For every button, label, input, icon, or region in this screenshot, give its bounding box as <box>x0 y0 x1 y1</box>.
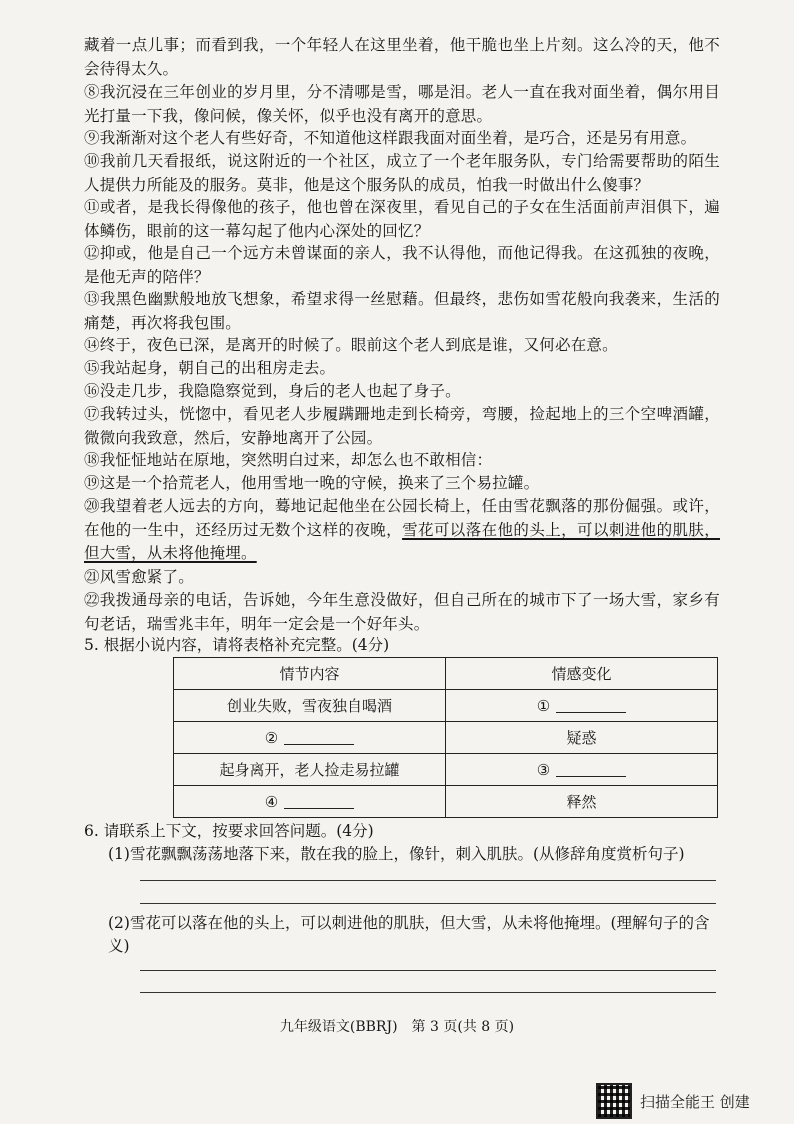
paragraph-19: ⑲这是一个拾荒老人，他用雪地一晚的守候，换来了三个易拉罐。 <box>84 474 540 492</box>
answer-blank[interactable] <box>556 762 626 777</box>
table-header: 情感变化 <box>446 658 718 690</box>
paragraph-10: ⑩我前几天看报纸，说这附近的一个社区，成立了一个老年服务队，专门给需要帮助的陌生人提供力所能及的服务。莫非，他是这个服务队的成员，怕我一时做出什么傻事？ <box>84 152 720 194</box>
table-cell: 释然 <box>446 786 718 818</box>
answer-line[interactable] <box>140 903 716 904</box>
table-header: 情节内容 <box>174 658 446 690</box>
table-row <box>174 722 718 754</box>
paragraph-7-continued: 藏着一点儿事；而看到我，一个年轻人在这里坐着，他干脆也坐上片刻。这么冷的天，他不会待得太久。 <box>84 36 720 78</box>
table-cell: 疑惑 <box>446 722 718 754</box>
paragraph-11: ⑪或者，是我长得像他的孩子，他也曾在深夜里，看见自己的子女在生活面前声泪俱下，遍体鳞伤，眼前的这一幕勾起了他内心深处的回忆？ <box>84 198 720 240</box>
answer-cell-1[interactable] <box>446 690 718 722</box>
page-footer: 九年级语文(BBRJ) 第 3 页(共 8 页) <box>279 1019 515 1035</box>
answer-line[interactable] <box>140 880 716 881</box>
paragraph-18: ⑱我怔怔地站在原地，突然明白过来，却怎么也不敢相信： <box>84 451 493 469</box>
underlined-sentence: 雪花可以落在他的头上，可以刺进他的肌肤，但大雪，从未将他掩埋。 <box>84 520 720 562</box>
question-6-sub1: (1)雪花飘飘荡荡地落下来，散在我的脸上，像针，刺入肌肤。(从修辞角度赏析句子) <box>108 845 685 863</box>
table-cell: 起身离开，老人捡走易拉罐 <box>174 754 446 786</box>
scanner-watermark <box>596 1083 750 1119</box>
qr-code-icon <box>596 1083 632 1119</box>
table-row <box>174 690 718 722</box>
paragraph-15: ⑮我站起身，朝自己的出租房走去。 <box>84 359 336 377</box>
answer-line[interactable] <box>140 970 716 971</box>
paragraph-22: ㉒我拨通母亲的电话，告诉她，今年生意没做好，但自己所在的城市下了一场大雪，家乡有句老话，瑞雪兆丰年，明年一定会是一个好年头。 <box>84 591 720 633</box>
paragraph-14: ⑭终于，夜色已深，是离开的时候了。眼前这个老人到底是谁，又何必在意。 <box>84 336 618 354</box>
table-row <box>174 754 718 786</box>
paragraph-8: ⑧我沉浸在三年创业的岁月里，分不清哪是雪，哪是泪。老人一直在我对面坐着，偶尔用目光打量一下我，像问候，像关怀，似乎也没有离开的意思。 <box>84 83 720 125</box>
question-6-sub2: (2)雪花可以落在他的头上，可以刺进他的肌肤，但大雪，从未将他掩埋。(理解句子的含义) <box>108 914 710 955</box>
answer-marker: ③ <box>536 760 551 779</box>
paragraph-17: ⑰我转过头，恍惚中，看见老人步履蹒跚地走到长椅旁，弯腰，捡起地上的三个空啤酒罐，微微向我致意，然后，安静地离开了公园。 <box>84 405 720 447</box>
paragraph-20-text: ⑳我望着老人远去的方向，蓦地记起他坐在公园长椅上，任由雪花飘落的那份倔强。或许，在他的一生中，还经历过无数个这样的夜晚， <box>84 497 720 539</box>
paragraph-13: ⑬我黑色幽默般地放飞想象，希望求得一丝慰藉。但最终，悲伤如雪花般向我袭来，生活的痛楚，再次将我包围。 <box>84 290 720 332</box>
table-row <box>174 786 718 818</box>
answer-marker: ④ <box>264 792 279 811</box>
answer-line[interactable] <box>140 992 716 993</box>
answer-blank[interactable] <box>284 794 354 809</box>
question-5-title: 5. 根据小说内容，请将表格补充完整。(4分) <box>84 636 390 654</box>
answer-marker: ① <box>536 696 551 715</box>
paragraph-20 <box>84 495 720 566</box>
table-cell: 创业失败，雪夜独自喝酒 <box>174 690 446 722</box>
plot-emotion-table <box>173 657 718 818</box>
answer-cell-2[interactable] <box>174 722 446 754</box>
answer-cell-3[interactable] <box>446 754 718 786</box>
answer-blank[interactable] <box>556 698 626 713</box>
watermark-text: 扫描全能王 创建 <box>640 1092 750 1111</box>
paragraph-9: ⑨我渐渐对这个老人有些好奇，不知道他这样跟我面对面坐着，是巧合，还是另有用意。 <box>84 129 697 147</box>
table-header-row <box>174 658 718 690</box>
answer-marker: ② <box>264 728 279 747</box>
paragraph-12: ⑫抑或，他是自己一个远方未曾谋面的亲人，我不认得他，而他记得我。在这孤独的夜晚，是他无声的陪伴？ <box>84 244 720 286</box>
answer-blank[interactable] <box>284 730 354 745</box>
question-6-title: 6. 请联系上下文，按要求回答问题。(4分) <box>84 822 374 840</box>
answer-cell-4[interactable] <box>174 786 446 818</box>
paragraph-16: ⑯没走几步，我隐隐察觉到，身后的老人也起了身子。 <box>84 382 461 400</box>
paragraph-21: ㉑风雪愈紧了。 <box>84 568 194 586</box>
